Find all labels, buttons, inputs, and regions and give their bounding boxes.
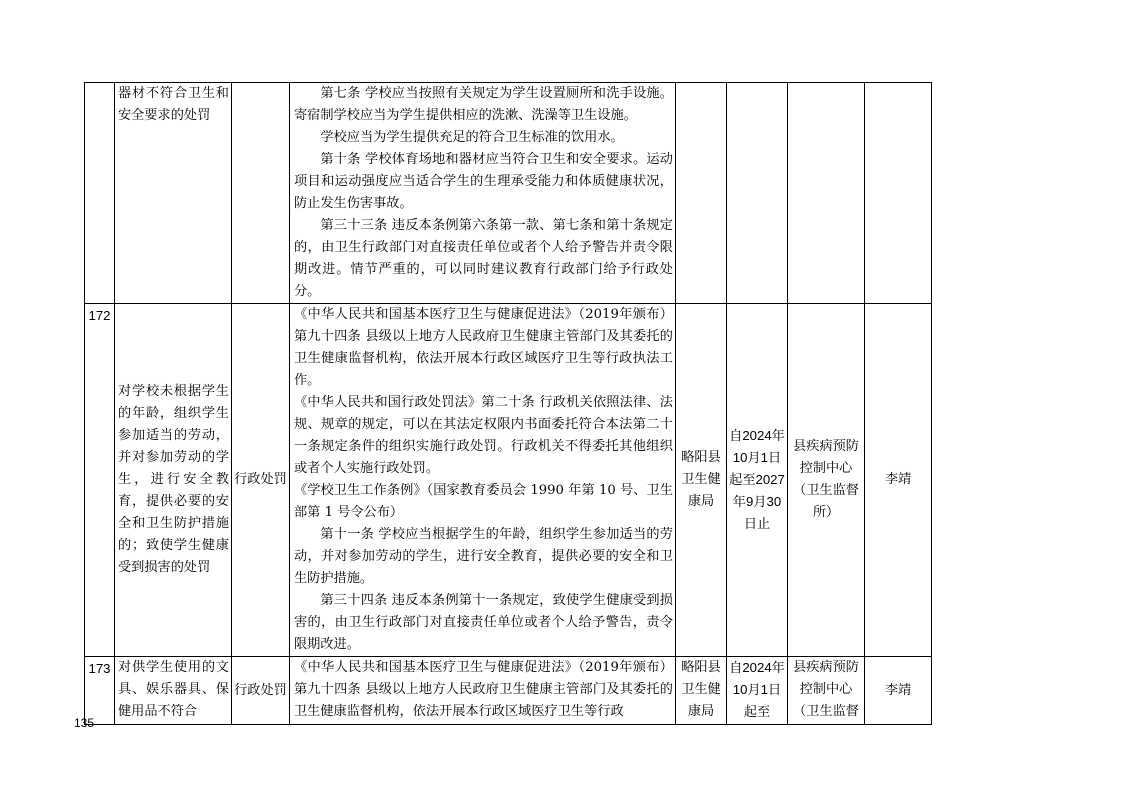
basis-paragraph: 《学校卫生工作条例》（国家教育委员会 1990 年第 10 号、卫生部第 1 号令公布） [294, 483, 673, 520]
entrust-period [727, 83, 788, 304]
item-name: 器材不符合卫生和安全要求的处罚 [115, 83, 232, 304]
legal-basis [290, 83, 676, 304]
item-name: 对供学生使用的文具、娱乐器具、保健用品不符合 [115, 657, 232, 725]
enforcement-table [84, 82, 932, 725]
basis-paragraph: 第七条 学校应当按照有关规定为学生设置厕所和洗手设施。寄宿制学校应当为学生提供相应的洗漱、洗澡等卫生设施。 [294, 86, 673, 123]
entrusted-dept: 县疾病预防控制中心（卫生监督所） [788, 304, 865, 657]
basis-paragraph: 学校应当为学生提供充足的符合卫生标准的饮用水。 [320, 130, 624, 145]
basis-paragraph: 第三十三条 违反本条例第六条第一款、第七条和第十条规定的，由卫生行政部门对直接责任单位或者个人给予警告并责令限期改进。情节严重的，可以同时建议教育行政部门给予行政处分。 [294, 218, 673, 299]
entrust-period: 自2024年10月1日起至2027年9月30日止 [727, 304, 788, 657]
contact-person: 李靖 [865, 304, 932, 657]
table-row [85, 83, 932, 304]
row-number [85, 83, 115, 304]
entrusted-dept: 县疾病预防控制中心（卫生监督 [788, 657, 865, 725]
contact-person [865, 83, 932, 304]
table-row [85, 657, 932, 725]
basis-paragraph: 第十一条 学校应当根据学生的年龄，组织学生参加适当的劳动，并对参加劳动的学生，进行安全教育，提供必要的安全和卫生防护措施。 [294, 527, 673, 586]
entrust-period: 自2024年10月1日起至 [727, 657, 788, 725]
basis-paragraph: 第十条 学校体育场地和器材应当符合卫生和安全要求。运动项目和运动强度应当适合学生的生理承受能力和体质健康状况，防止发生伤害事故。 [294, 152, 673, 211]
item-type [232, 83, 290, 304]
basis-paragraph: 第三十四条 违反本条例第十一条规定，致使学生健康受到损害的，由卫生行政部门对直接责任单位或者个人给予警告，责令限期改进。 [294, 593, 673, 652]
legal-basis [290, 304, 676, 657]
table-row [85, 304, 932, 657]
basis-paragraph: 《中华人民共和国基本医疗卫生与健康促进法》（2019年颁布）第九十四条 县级以上地方人民政府卫生健康主管部门及其委托的卫生健康监督机构，依法开展本行政区域医疗卫生等行政 [294, 660, 673, 719]
entrusting-org [676, 83, 727, 304]
contact-person: 李靖 [865, 657, 932, 725]
entrusted-dept [788, 83, 865, 304]
basis-paragraph: 《中华人民共和国基本医疗卫生与健康促进法》（2019年颁布）第九十四条 县级以上地方人民政府卫生健康主管部门及其委托的卫生健康监督机构，依法开展本行政区域医疗卫生等行政执法工作。 [294, 307, 673, 388]
row-number: 173 [85, 657, 115, 725]
item-type: 行政处罚 [232, 657, 290, 725]
basis-paragraph: 《中华人民共和国行政处罚法》第二十条 行政机关依照法律、法规、规章的规定，可以在其法定权限内书面委托符合本法第二十一条规定条件的组织实施行政处罚。行政机关不得委托其他组织或者个人实施行政处罚。 [294, 395, 673, 476]
item-type: 行政处罚 [232, 304, 290, 657]
entrusting-org: 略阳县卫生健康局 [676, 657, 727, 725]
entrusting-org: 略阳县卫生健康局 [676, 304, 727, 657]
item-name: 对学校未根据学生的年龄，组织学生参加适当的劳动，并对参加劳动的学生，进行安全教育，提供必要的安全和卫生防护措施的；致使学生健康受到损害的处罚 [115, 304, 232, 657]
row-number: 172 [85, 304, 115, 657]
legal-basis [290, 657, 676, 725]
page-number: 135 [74, 716, 95, 730]
